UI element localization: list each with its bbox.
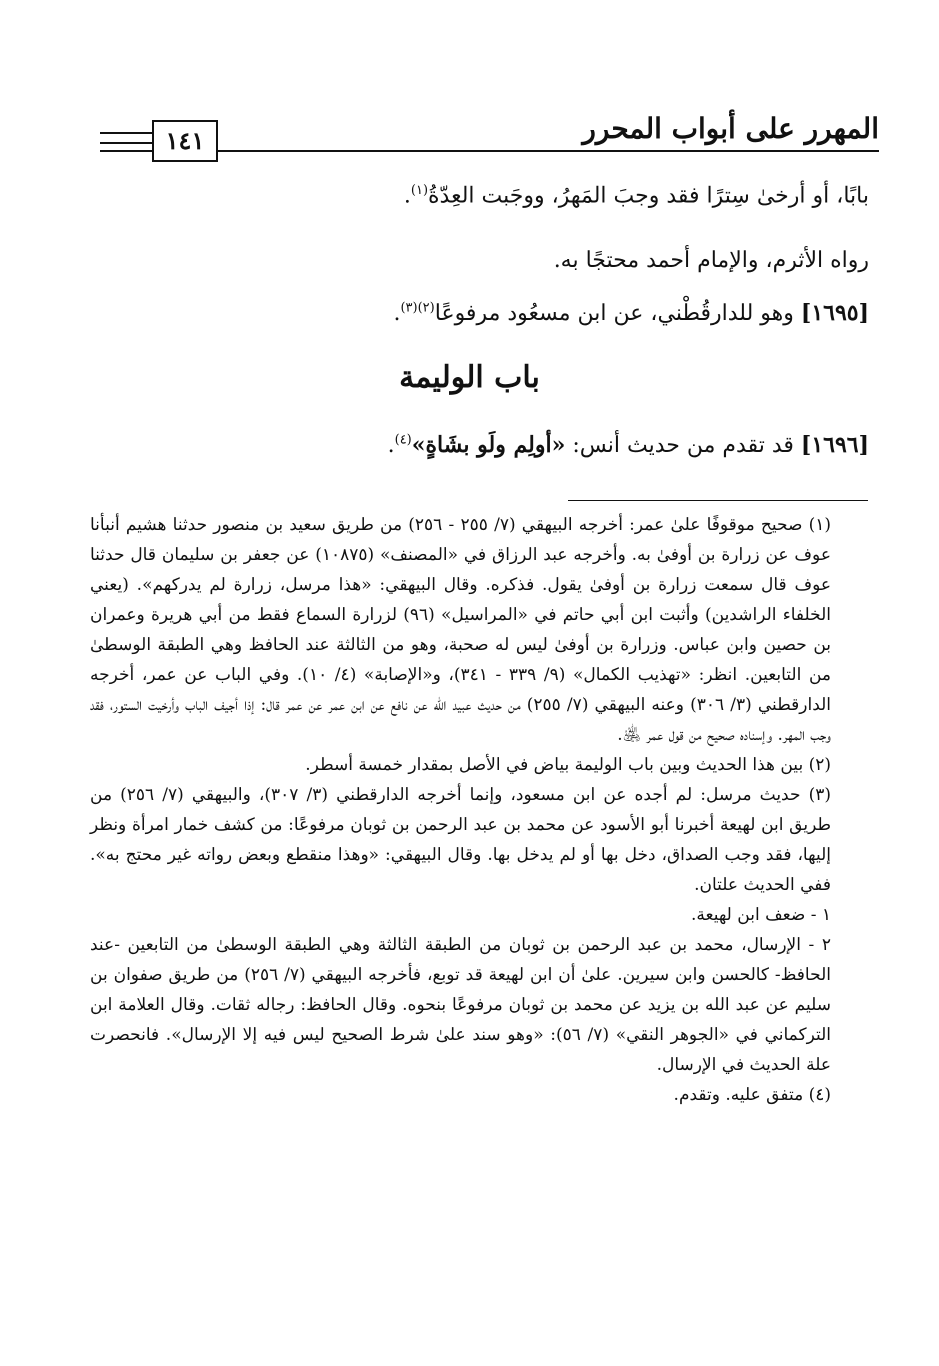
hadith-number-1696: [١٦٩٦] (800, 432, 869, 458)
footnote-4: (٤) متفق عليه. وتقدم. (673, 1085, 831, 1105)
header-rule-short-lower (100, 142, 160, 144)
footnote-ref-2-3[interactable]: (٢)(٣) (400, 300, 435, 316)
book-title: المهرر على أبواب المحرر (582, 112, 879, 145)
hadith-number-1695: [١٦٩٥] (800, 300, 869, 326)
page-number: ١٤١ (152, 120, 218, 162)
header-rule-short (100, 132, 160, 134)
footnote-3-point-1: ١ - ضعف ابن لهيعة. (691, 905, 831, 925)
main-line-2-text: رواه الأثرم، والإمام أحمد محتجًا به. (553, 248, 869, 273)
footnote-2: (٢) بين هذا الحديث وبين باب الوليمة بياض في الأصل بمقدار خمسة أسطر. (305, 755, 831, 775)
main-line-1-text: بابًا، أو أرخىٰ سِترًا فقد وجبَ المَهرُ، ووجَبت العِدّةُ (428, 183, 869, 209)
footnote-ref-1[interactable]: (١) (410, 183, 429, 198)
footnote-separator (568, 500, 868, 501)
main-line-1: بابًا، أو أرخىٰ سِترًا فقد وجبَ المَهرُ، ووجَبت العِدّةُ$^{(١)}$. (403, 183, 869, 209)
main-line-4: [١٦٩٦] قد تقدم من حديث أنس: «أولِم ولَو بشَاةٍ»$^{(٤)}$. (387, 432, 869, 458)
main-line-3-text: وهو للدارقُطْني، عن ابن مسعُود مرفوعًا (434, 301, 794, 326)
footnote-ref-4[interactable]: (٤) (394, 432, 412, 448)
chapter-title: باب الوليمة (399, 360, 540, 395)
footnote-1: (١) صحيح موقوفًا علىٰ عمر: أخرجه البيهقي (٧/ ٢٥٥ - ٢٥٦) من طريق سعيد بن منصور حدثنا هشيم أنبأنا عوف عن زرارة بن أوفىٰ به. وأخرجه عبد الرزاق في «المصنف» (١٠٨٧٥) عن جعفر بن سليمان قال حدثنا عوف قال سمعت زرارة بن أوفىٰ يقول. فذكره. وقال البيهقي: «هذا مرسل، زرارة لم يدركهم». (يعني الخلفاء الراشدين) وأثبت ابن أبي حاتم في «المراسيل» (٩٦) لزرارة السماع فقط من أبي هريرة وعمران بن حصين وابن عباس. وزرارة بن أوفىٰ ليس له صحبة، وهو من الثالثة عند الحافظ وهي الطبقة الوسطىٰ من التابعين. انظر: «تهذيب الكمال» (٩/ ٣٣٩ - ٣٤١)، و«الإصابة» (٤/ ١٠). وفي الباب عن عمر، أخرجه الدارقطني (٣/ ٣٠٦) وعنه البيهقي (٧/ ٢٥٥) من حديث عبيد الله عن نافع عن ابن عمر عن عمر قال: إذا أجيف الباب وأرخيت الستور، فقد وجب المهر. وإسناده صحيح من قول عمر ﵁. (90, 515, 832, 745)
footnote-3: (٣) حديث مرسل: لم أجده عن ابن مسعود، وإنما أخرجه الدارقطني (٣/ ٣٠٧)، والبيهقي (٧/ ٢٥٦) من طريق ابن لهيعة أخبرنا أبو الأسود عن محمد بن عبد الرحمن بن ثوبان مرفوعًا: من كشف خمار امرأة ونظر إليها، فقد وجب الصداق، دخل بها أو لم يدخل بها. وقال البيهقي: «وهذا منقطع وبعض رواته غير محتج به». ففي الحديث علتان. (90, 785, 831, 895)
main-line-3: [١٦٩٥] وهو للدارقُطْني، عن ابن مسعُود مرفوعًا$^{(٢)(٣)}$. (393, 300, 869, 326)
main-line-2 (100, 248, 869, 273)
footnote-3-point-2: ٢ - الإرسال، محمد بن عبد الرحمن بن ثوبان من الطبقة الثالثة وهي الطبقة الوسطىٰ من التابعين -عند الحافظ- كالحسن وابن سيرين. علىٰ أن ابن لهيعة قد توبع، فأخرجه البيهقي (٧/ ٢٥٦) من طريق صفوان بن سليم عن عبد الله بن يزيد عن محمد بن ثوبان مرفوعًا بنحوه. وقال الحافظ: رجاله ثقات. وقال العلامة ابن التركماني في «الجوهر النقي» (٧/ ٥٦): «وهو سند علىٰ شرط الصحيح ليس فيه إلا الإرسال». فانحصرت علة الحديث في الإرسال. (90, 935, 831, 1075)
main-line-4-text: قد تقدم من حديث أنس: (572, 433, 794, 458)
hadith-quote: «أولِم ولَو بشَاةٍ» (411, 432, 566, 458)
footnotes (90, 510, 867, 1110)
